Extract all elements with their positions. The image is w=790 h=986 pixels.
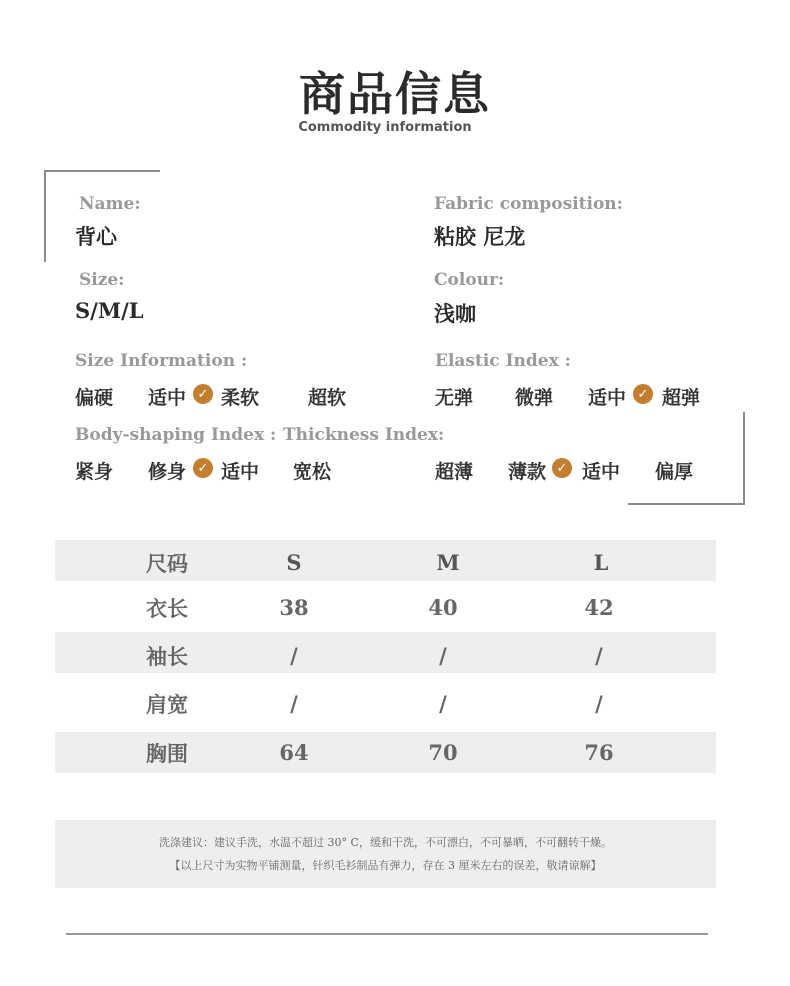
elastic-option: 无弹: [435, 387, 474, 409]
table-header-cell: 尺码: [146, 551, 188, 576]
elastic-option: 超弹: [662, 387, 701, 409]
table-cell: /: [290, 643, 298, 668]
table-cell: 40: [428, 595, 458, 620]
care-instruction: 洗涤建议：建议手洗，水温不超过 30° C，缓和干洗，不可漂白，不可暴晒，不可翻转干燥。: [159, 836, 612, 849]
thickness-option: 适中: [582, 461, 621, 483]
name-value: 背心: [75, 224, 117, 249]
size-value: S/M/L: [75, 298, 144, 323]
table-row-label: 胸围: [146, 741, 188, 766]
elastic-option: 微弹: [515, 387, 554, 409]
colour-value: 浅咖: [434, 301, 476, 326]
table-cell: /: [290, 691, 298, 716]
table-row-label: 袖长: [146, 644, 188, 669]
size-info-option: 适中: [148, 387, 187, 409]
table-cell: 64: [279, 740, 309, 765]
table-cell: 76: [584, 740, 614, 765]
table-header-cell: L: [593, 550, 609, 575]
check-circle-icon: ✓: [633, 384, 653, 404]
check-circle-icon: ✓: [552, 458, 572, 478]
size-info-option: 偏硬: [75, 387, 114, 409]
table-cell: /: [595, 643, 603, 668]
elastic-label: Elastic Index :: [435, 351, 571, 371]
table-row-label: 衣长: [146, 596, 188, 621]
check-circle-icon: ✓: [193, 384, 213, 404]
fabric-value: 粘胶 尼龙: [434, 224, 526, 249]
name-label: Name:: [79, 194, 141, 214]
fabric-label: Fabric composition:: [434, 194, 623, 214]
frame-corner-top-left-vertical: [44, 170, 46, 262]
table-cell: /: [439, 643, 447, 668]
frame-corner-bottom-right-vertical: [743, 412, 745, 505]
measurement-disclaimer: 【以上尺寸为实物平铺测量，针织毛衫制品有弹力，存在 3 厘米左右的误差，敬请谅解】: [169, 859, 602, 872]
thickness-option: 超薄: [435, 461, 474, 483]
size-info-option: 柔软: [221, 387, 260, 409]
table-cell: /: [439, 691, 447, 716]
body-shaping-option: 紧身: [75, 461, 114, 483]
table-cell: /: [595, 691, 603, 716]
body-shaping-option: 修身: [148, 461, 187, 483]
check-circle-icon: ✓: [193, 458, 213, 478]
body-shaping-option: 适中: [221, 461, 260, 483]
page-title: 商品信息: [299, 67, 491, 121]
size-label: Size:: [79, 270, 125, 290]
page-subtitle: Commodity information: [298, 120, 472, 135]
frame-corner-bottom-right-horizontal: [628, 503, 745, 505]
size-info-label: Size Information :: [75, 351, 248, 371]
thickness-option: 偏厚: [655, 461, 694, 483]
body-shaping-option: 宽松: [293, 461, 332, 483]
table-cell: 42: [584, 595, 614, 620]
table-header-cell: S: [286, 550, 302, 575]
care-note-panel: [55, 820, 716, 888]
frame-corner-top-left-horizontal: [44, 170, 160, 172]
table-cell: 70: [428, 740, 458, 765]
table-row-label: 肩宽: [146, 692, 188, 717]
bottom-divider: [66, 933, 708, 935]
size-info-option: 超软: [308, 387, 347, 409]
table-cell: 38: [279, 595, 309, 620]
thickness-label: Thickness Index:: [283, 425, 445, 445]
body-shaping-label: Body-shaping Index :: [75, 425, 277, 445]
table-header-cell: M: [436, 550, 460, 575]
thickness-option: 薄款: [508, 461, 547, 483]
elastic-option: 适中: [588, 387, 627, 409]
colour-label: Colour:: [434, 270, 505, 290]
